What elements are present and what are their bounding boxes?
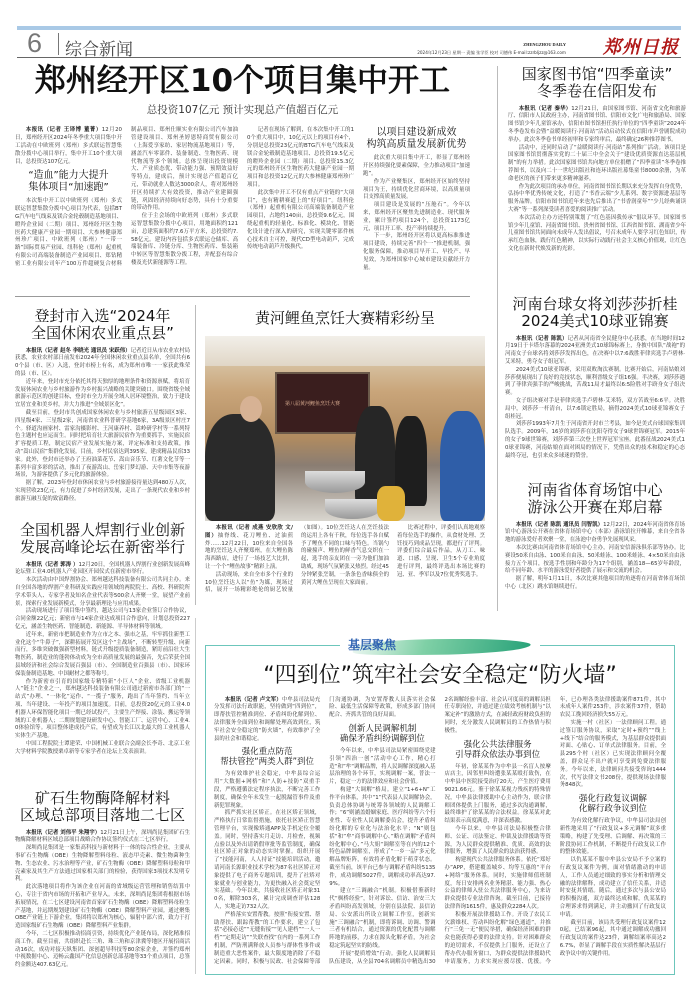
paragraph: 作为产业聚集区，郑州经开区始终坚持项目为王，持续优化营商环境，以高质量项目支撑高质量发展。 [363, 178, 470, 201]
paragraph: 活动中，还同时启动了“益暖阅读行·河南站”系列推广活动。该项目是国家图书馆贯彻落实党的二十届三中全会关于“建设优质资源直达基层机制”的有力举措。此次国家图书馆共向地方单位捐赠了“四季童读”冬季卷推荐图书，以及向二十一世纪出版社和连环出版社募集童书8000余册，为革命老区的孩子们带来更多精神滋养。 [508, 144, 686, 182]
paragraph: 作为此次项目的承办单位，河南省图书馆长期以来充分发挥自身优势，弘扬中华优秀传统文化，打造了“书香云端”少儿系列、数字资源进基层等服务品牌。信阳市图书馆近年来也先后推出了“书香润童年”“少儿经典诵读大赛”等一系列深受读者喜爱的阅读推广活动。 [508, 183, 686, 213]
byline: 本报讯（记者 陈凯） [515, 335, 568, 342]
paragraph: 中国工程院院士谭建荣、中国机械工业联合会副会长李奇、北京工业大学材料学院教授栗卓新等专家学者在论坛上发表演讲。 [15, 740, 190, 755]
lead-text: 中牟县司法局充分发挥司法行政职能，坚持做到“四到位”，即帮扶管控精准到位、矛盾纠纷化解到位、法律服务全面到位和调解处理高效到位，筑牢社会安全稳定的“防火墙”，有效维护了全县的社会和谐稳定。 [214, 696, 321, 742]
byline: 本报讯（记者 秦华） [518, 105, 572, 112]
headline: 黄河鲤鱼烹饪大赛精彩纷呈 [254, 309, 435, 327]
banner-label: 基层聚焦 [348, 638, 397, 652]
paragraph: 抽脊线、花刀鲤鱼、过油煎炸……12月22日，10位来自全国各地的烹饪达人齐聚郑州，在大鲤鱼陈海西路店，进行了一场技艺大比拼，让一个个“鲤鱼故事”精彩上演。 [205, 532, 293, 570]
byline: 本报讯（记者 陈凯 通讯员 闫智凯） [515, 521, 604, 528]
byline: 本报讯（记者 刘伟平 朱翔宇） [25, 829, 101, 836]
subheading: 强化公共法律服务 引导群众依法办事到位 [455, 739, 541, 760]
headline: 全国机器人焊割行业创新 发展高峰论坛在新密举行 [19, 521, 185, 556]
article-billiards [505, 296, 685, 460]
article-library [508, 66, 686, 254]
byline: 本报讯（记者 成燕 安欣欣 文/图） [205, 525, 293, 539]
paragraph: 开展“提质增效”行动。强化人民调解员队伍建设，从全县704名调解员中精选出302名调解经验丰富、社会认可度高的调解员担任专职岗位，并通过建立绩效考核机制与“以案定补”的激励方式，在减轻政府财政负担的同时，充分激发人民调解员的工作热情与积极性。 [329, 696, 551, 965]
paragraph: 项目建设是发展的“压舱石”。今年以来，郑州经开区聚焦先进制造业、现代服务业，累计签约项目124个，总投资1173亿元，项目开工率、投产率持续提升。 [363, 202, 470, 232]
article-carp [205, 310, 485, 327]
paragraph: 2024美式10球亚锦赛，采用双败淘汰赛制。比赛开始后，河南姑娘刘莎莎便展现出了良好的竞技状态，顺利晋级女子组16强。半决赛，刘莎莎遇到了菲律宾强手的严峻挑战，苦战11局才最终以6:5险胜对手跻身女子组决赛。 [505, 366, 685, 397]
paragraph: 为有效维护社会稳定，中牟县综合运用“大数据+网格”和“人防+技防”双重手段，严格遵循法定程序执法，不断完善工作制度，确保全年未发生一起脱漏管事件及重新犯罪现象。 [214, 771, 321, 809]
paragraph: 12月22日，2024年河南省体育场馆中心游泳公开赛在省体育场馆中心（本部）游泳馆拉开帷幕，来自全省各地的游泳爱好者欢聚一堂，在泳池中奋勇争先展现风采。 [505, 521, 685, 544]
focus-box [205, 645, 675, 975]
paragraph: 12月20日，全国机器人焊割行业创新发展高峰论坛暨工业4.0机器人产业园区开园仪式在新密市举行。 [15, 561, 190, 576]
cooking-contest-photo [205, 336, 485, 521]
paragraph: 今年以来，中牟县司法局紧密围绕党建引领“四治一创”活动中心工作，精心打造“和”牟“调解品牌，将人民调解深度融入基层治理的各个环节，实现调解一案，普法一片，稳定一方的法律效应和社会价值。 [329, 748, 436, 786]
issue-meta: 2024年12月23日 星期一 责编 张学臣 校对 司德伟 E-mail:zzrbljzz@163.com [417, 50, 566, 55]
main-body [15, 127, 470, 272]
article-mineral [15, 790, 190, 970]
headline: 登封市入选“2024年 全国休闲农业重点县” [31, 307, 174, 342]
paragraph: 女子组决赛对手是菲律宾选手卢碧林·艾米特，双方苦战至6:6平。决胜局中，刘莎莎一杆清台，以7:6锁定胜局，摘得2024美式10球亚锦赛女子组桂冠。 [505, 397, 685, 420]
main-headline: 郑州经开区10个项目集中开工 [34, 63, 451, 99]
paragraph: 作为新密市引育的国家级专精特新“小巨人”企业、省级工业机器人“链主”企业之一，郑州越达科技装备有限公司通过新密市各部门的“一站式”办理、“一体化”运作、“一揽子”服务，跑出了当年签约、当年立项、当年建设、一年投产的项目加速度。目前，总投资20亿元的工业4.0机器人环保智能化项目一期已经试投产，主要生产焊接、涂装、搬运等领域的工业机器人；二期规划建设研发中心、智能工厂、运营中心、工业4.0体验馆等。项目整体建成投产后，有望成为长江以北最大的工业机器人实体生产基地。 [15, 678, 190, 740]
paragraph: 截至目前，登封市共创成国家休闲农业与乡村旅游五星级园区3家、四星级4家、三星级2家，河南省农业科普研学基地6家，3A级景区村庄7个。驿道沟画家村、雷家沟摄影村、王河康养村、嵩岭研学村等一系列特色主题村也应运而生。同时把培育壮大旅游民宿作为重要抓手，实施民宿扩容提质工程，制定民宿产业发展实施方案，评定标准和支持政策，推动“嵩山民宿”集群化发展。目前，乡村民宿达到395家，建成精品民宿33家。此外，登封市还举办了王府油菜花节、嵩山音乐节、红薯文化节等一系列丰富多彩的活动，推出了夜游嵩山、岳家门梦幻游、天中市集等夜游场景，为游客提供了多元化的旅游体验。 [15, 409, 190, 479]
paragraph: 近年来，登封市充分依托其得天独厚的地理条件和资源禀赋，将培育发展休闲农业与乡村旅游作为乡村振兴战略的关键突破口。围绕省级全域旅游示范区的创建目标，登封市全力开展全域人居环境整治，致力于建设宜居宜业和美乡村，并大力推进“全域景区化”。 [15, 378, 190, 409]
paragraph: 深圳尚昆集团是一家集高科技与新材料于一体的综合性企业，主要从事矿石生物酶（OBE）生物降解塑料母粒、液态甲壳素、微生物菌种生物、生态农业、污水治理等产业，矿石生物酶（OBE）降解塑料母粒和甲壳素家及其生产方法通过国家相关部门的检验，获得国家3项技术发明专利。 [15, 845, 190, 883]
paragraph: 构建“大调解”格局。建立“1+6+N”工作平台体系，其中“1”代表县人民调解协会，负责总体协调与统筹各领域的人民调解工作；“6”则涵盖婚姻家庭、医疗纠纷等六个行业性、专业性人民调解委员会，提升矛盾纠纷化解的专业化与法治化水平；“N”则包括“和”牟“商事调解中心、”略在调解“矛盾纠纷化解中心、”马大姐“调解室等在内的12个特色品牌调解室，形成了“一乡一品”多元化解品牌矩阵，有效将矛盾化解于萌芽状态。截至当前，该平台已参与调解矛盾纠纷5135件，成功调解5027件，调解成功率高达97.9%。 [329, 787, 436, 887]
column-banner [340, 633, 540, 659]
main-subtitle: 总投资107亿元 预计实现总产值超百亿元 [146, 103, 339, 116]
paragraph: 为有效化解行政争议，中牟县司法局创新性地采用了“行政复议+多元调解”双多重策略，构建了先受理、后调解、再决策的三阶段协同工作机制，不断提升行政复议工作的整体效能。 [559, 818, 666, 856]
paragraph: 积极开展法律援助工作。开设了农民工欠薪维权、劳动纠纷化解“绿色通道”，并推行“三免一无”便民举措，确保经济困难的群众也能获得必要的法律支持。针对困难群众的迫切需求，不仅提供上门服务，还设立了帮办代办服务窗口，为群众提供法律援助代申请服务，力求实现应援尽援、优援。今年，已办理各类法律援助案件871件，其中未成年人案件253件，涉农案件37件，帮助农民工挽回经济损失55万元。 [444, 696, 666, 965]
subheading: 以项目建设新成效 构筑高质量发展新优势 [366, 127, 467, 151]
paragraph: 抓严抓实社区矫正。在社区矫正领域，严格执行日常监督措施，依托社区矫正智慧管理平台，实现像矫通APP及手机定位全覆盖。同时，坚持落实月走访、月检查，视频点验以及外出请销假审批等监管制度，确保社区矫正对象的动态实时掌握。组织开展了“技能河南，人人持证”技能培训活动，邀请河南长源职业技术学校为87名社区矫正对象提供了电子商务专题培训，提升了社矫对象就业与创业能力，为更快融入社会奠定坚实基础。今年以来，共接收社区矫正对象310名，解除303名，累计完成调查评估128人，实地走访732人次。 [214, 810, 321, 910]
page-header [17, 30, 681, 58]
byline: 本报讯（记者 王译博 董菁） [25, 127, 102, 134]
main-article [15, 64, 470, 272]
paragraph: 严格落实安置帮教。按照“衔接安置、帮助帮扶、跟踪帮教”的工作要求，建立了包括“必接必送”“无缝衔接”“见人建档”“一人一档”“定期走访”“失联查找”在内的一系列工作机制，严防刑满释放人员参与群体性事件或制造重大恶性案件，最大限度地消除了不稳定因素。同时，积极与民政、社会保障等部门沟通协调，为安置帮教人员落实社会保险、最低生活保障等政策，形成多部门协同配合、齐抓共管的良好局面。 [214, 696, 436, 965]
byline: 本报讯（记者 卢文军） [224, 696, 282, 703]
paragraph: 此次落地项目将作为该企业在河南的省域级运营管理和销售结算中心，专注于省内市场的开拓和产业导入。未来，深圳尚昆集团将根据市场拓展情况，在二七区建设河南省首家矿石生物酶（OBE）降解塑料母粒生产基地，并远期规划建设矿石生物酶（OBE）降解塑料产业园。通过聚集OBE产业链上下游企业，集团将以郑州为核心，辐射中部六省，致力于打造国家级矿石生物酶（OBE）降解塑料产业集群。 [15, 884, 190, 930]
subheading: 强化重点防范 帮扶管控“两类人群”到位 [220, 747, 315, 768]
paragraph: 活动现场进行了项目集中签约，越达公司与13家企业签订合作协议，合同金额22亿元；新密市与14家企业达成项目合作意向，计划总投资227亿元，涵盖生物医药、智能制造、新能源、半导体材料等领域。 [15, 608, 190, 630]
paragraph: 据了解，明年1月11日，本次比赛其他项目的角逐将在河南省体育场馆中心（北区）跳水馆继续进行。 [505, 576, 685, 590]
paragraph: 近年来，新密市把制造业作为立市之本、强市之基，牢牢抓住新型工业化这个“牛鼻子”，深耕拓展开发区这个“主战场”，不断转型升级、向新而行，多维突破做强新型材料，链式升级提质装备制造，紧盯前沿壮大生物医药，制造业的蓬勃体动成为全市高质量发展的最强音，先后荣获全国县域经济和社会综合发展百强县（市）、全国制造业百强县（市）、国家环保装备制造基地、中国耐材之都等称号。 [15, 631, 190, 677]
headline: 矿石生物酶降解材料 区域总部项目落地二七区 [19, 789, 185, 824]
paragraph: 此次重大项目集中开工，彰显了郑州经开区持续强化要素保障，全力推动项目“加速跑”。 [363, 155, 470, 178]
article-dengfeng [15, 308, 190, 504]
paragraph: 记者近日从市农业农村局获悉，农业农村部日前发布2024年全国休闲农业重点县名单，全国共有60个县（市、区）入选，登封市榜上有名，成为郑州市唯一一家获此殊荣的县（市、区）。 [15, 347, 190, 377]
paragraph: 12月21日上午，深圳尚昆集团矿石生物酶降解材料区域总部项目战略合作协议签约仪式在二七区举行。 [15, 829, 190, 844]
subheading: “造血”能力大提升 集体项目“加速跑” [28, 170, 109, 194]
paper-name-en: ZHENGZHOU DAILY [523, 42, 566, 47]
paragraph: 记者在现场了解到，在本次集中开工的10个重大项目中，10亿元以上的项目有4个，分别是总投资23亿元的BTG汽车电气线束及镁合金轮毂制造基地项目、总投资19.5亿元的瞪羚企业园（二期）项目、总投资15.3亿元的郑州经开区生物医药大健康产业园一期项目和总投资12亿元的大参林健康郑州珍广项目。 [247, 127, 354, 189]
headline: 国家图书馆“四季童读” 冬季卷在信阳发布 [521, 65, 673, 100]
paragraph: 下一步，郑州经开区将以更高标准推进项目建设，持续完善“四个一”推进机制，强化服务保障，推动项目早开工、早投产、早见效，为郑州国家中心城市建设贡献经开力量。 [363, 233, 470, 271]
subheading: 强化行政复议调解 化解行政争议到位 [578, 794, 647, 815]
paragraph: 本次活动主办方还特别策划了“红色基因我传承”倡议环节。国家图书馆少年儿童馆、河南省图书馆、贵州省图书馆、江西省图书馆、湖南省少年儿童图书馆共同面向未成年人发出倡议，号召未成年人要学习红色知识，传承红色血脉，践行红色精神，以实际行动践行社会主义核心价值观，让红色文化在新时代焕发新的光彩。 [508, 214, 686, 252]
paragraph: 12月21日，由国家图书馆、河南省文化和旅游厅、信阳市人民政府主办，河南省图书馆、信阳市文化广电和旅游局、国家图书馆少年儿童馆承办，信阳市图书馆担任执行单位的“四季童读”2024年冬季卷发布会暨“益暖阅读行·河南站”活动启动仪式在信阳市声誉剧院成功举办。此次冬季卷书单经初审和专家终审后，最终确定26种推荐图书。 [508, 105, 686, 143]
divider [15, 296, 470, 297]
subheading: 创新人民调解机制 确保矛盾纠纷调解到位 [339, 724, 425, 745]
divider [497, 66, 498, 611]
paragraph: 刘莎莎1993年7月生于河南省开封市兰考县，如今是美式台球国家集训队选手。2009年，16岁的刘莎莎在沈阳夺得女子9球世锦赛冠军。2015年的女子9球世锦赛，刘莎莎第三次登上世界冠军宝座。此番征战2024美式10球亚锦赛，河南姑娘在面对困局的情况下，凭借出众的技术和稳定的心态最终夺冠，也引来众多球迷的赞誉。 [505, 421, 685, 459]
byline: 本报讯（记者 赵冬 李晓光 通讯员 宋跃伟） [25, 347, 131, 354]
article-swim [505, 482, 685, 592]
paragraph: 构建现代公共法律服务体系。依托“郑好办”APP，搭建覆盖城乡、均等互惠的“平台+网络”服务体系。同时，实施律师值班制度，每日安排两名业务精湛、能力强、热心公益的律师入驻公共法律服务中心，为来访群众提供专业法律咨询。截至目前，已接待法律咨询1615件，惠及群众2284人次。 [444, 857, 551, 910]
carp-body [205, 525, 485, 595]
paragraph: 今年以来，中牟县司法局积极整合律师、公证、司法鉴定、仲裁及法律援助等资源，为人民群众提供精准、优质、高效的法律服务，增强了人民群众的法治获得感。 [444, 825, 551, 856]
article-robot [15, 522, 190, 757]
paragraph: 建立“三调融合”机制。积极借鉴新时代“枫桥经验”，针对诉讼、信访、治安三大矛盾纠纷高发领域，分别在县法院、县信访局、公安派出所设立调解工作室，创新实施“三调融合”机制，即将诉调、访调、警调三者有机结合，通过资源的优化配置与调解阵地的前移，力求在源头化解矛盾，为社会稳定筑起坚实的防线。 [329, 888, 436, 949]
paragraph: 本次活动由中国焊割协会、郑州越达科技装备有限公司共同主办。来自全国各地的焊割产业科研及实践应用领域的两院院士、高校、科研院所学术带头人、专家学者及知名企业代表等500余人齐聚一堂，展望产业前景，探索行业发展新模式，分享最新理论与应用成果。 [15, 577, 190, 607]
paragraph: 截至目前，该局共受理行政复议案件120起，已结案96起，其中通过调解成功撤回行政复议的案件达23件，调解结案率高达26.7%，彰显了调解手段在实质性解决基层行政争议中的关键作用。 [559, 919, 666, 957]
byline: 本报讯（记者 郭涛 ） [25, 561, 79, 568]
header-divider [58, 33, 59, 55]
paragraph: 本次比赛由河南省体育场馆中心主办，河南安信游泳俱乐部等协办。比赛设50米自由泳、100米自由泳、50米蛙泳、100米蛙泳、4×50米自由泳接力五个项目，按选手性别和年龄分为17个组别，涵盖18—65岁年龄段，给不同年龄、水平的游泳爱好者提供了展示和交流的机会。 [505, 544, 685, 575]
paragraph: 今年，二七区积极推动招商引资，持续优化产业链布局，深化精准招商工作。截至目前，共组织赴长三角、珠三角和京津冀等地区开展招商活动16次，成功对接天纵集团、深创超导科技等80余家企业，并签约郑州中视数据中心、迈畅云鑫国产化信息创新总部基地等33个重点项目，总签约金额达407.63亿元。 [15, 930, 190, 969]
paragraph: 以仇某某不服中牟县公安局不予立案的行政复议案件为例，面对情绪激动的申请人，工作人员通过细致的事实分析和情理交融的法律解释，成功建立了信任关系，并适时安抚其情绪。随后，通过多次与县公安局的积极沟通，双方最终达成和解，仇某某的合理诉求得到满足，并主动撤回了行政复议申请。 [559, 857, 666, 918]
divider [195, 305, 196, 605]
focus-body [214, 697, 666, 967]
page-number: 6 [27, 28, 43, 58]
headline: 河南台球女将刘莎莎折桂 2024美式10球亚锦赛 [512, 295, 678, 330]
paragraph: 实施一村（社区）一法律顾问工程。通过签订服务协议，采取“定时+预约”“线上+线下”结合的服务模式，为基层群众提供面对面、心贴心、订单式法律服务。目前，全县295个村（社区）已实现法律顾问全覆盖，群众足不出户就可享受到免费法律服务。今年以来，法律顾问共接受咨询1444次，代写法律文书208份，提供现场法律服务848次。 [559, 720, 666, 789]
headline: “四到位”筑牢社会安全稳定“防火墙” [263, 663, 617, 688]
paragraph: 记者从河南省全民健身中心获悉，在当地时间12月19日于卡塔尔落幕的2024亚洲美式10球锦标赛上，身披中国队“战袍”的河南女子台球名将刘莎莎发挥出色，在决赛中以7:6战胜菲律宾选手卢碧林·艾米特，勇夺女子组冠军。 [505, 335, 685, 365]
screen-caption: 第八届黄河鲤鱼烹饪大赛 [285, 401, 341, 407]
newspaper-logo: 郑州日报 [603, 37, 679, 58]
paragraph: 比赛过程中，评委们认真地观察着每位选手的操作，从食材处理、烹饪技巧到成品呈现，都进行了评判。评委们综合最后作品，从刀工、味道、口感、呈现、卫生5个专业角度进行评判，最终评选出本场比赛的冠、亚、季军以及7位优秀奖选手。 [397, 525, 485, 578]
headline: 河南省体育场馆中心 游泳公开赛在郑启幕 [527, 481, 663, 516]
paragraph: 本次集中开工以中欧班列（郑州）多式联运智慧集散分拨中心项目为代表，包括BTG汽车电气线束及镁合金轮毂制造基地项目、瞪羚企业园（二期）项目、郑州经开区生物医药大健康产业园一期项目、大参林健康郑州珍广项目、中欧班列（郑州）“一带一路”国际贸易产业园、纽科伦（郑州）起重机有限公司高端装备制造产业园项目、郑钻精密工业有限公司年产100万件超硬复合材料制品项目、郑州仕顺实业有限公司汽车加油管建设项目、郑州圣婷恩特商贸有限公司（上海爱享家纺、家居物流基地项目）等，涵盖汽车零部件、装备制造、生物医药、现代物流等多个领域。总体呈现出投资规模大、产业质态优、带动能力强、预期效益好等特点，建成后，预计实现总产值超百亿元，带动就业人数达3000余人，将对郑州经开区持续扩大有效投资，推动产业建圈强链，巩固经济持续向好态势，具有十分重要的带动作用。 [15, 127, 238, 267]
paragraph: 位于主会场的中欧班列（郑州）多式联运智慧集散分拨中心项目，用地面积约121亩，总建筑面积约7.6万平方米，总投资约7.58亿元。建设内容包括多式联运仓储库、高端装备库、冷链分库、生物医药库、集装箱中转区等智慧集散分拨工程，并配套有综合楼及光伏新能源等工程。 [131, 213, 238, 267]
divider [195, 618, 196, 974]
paragraph: 年初，徐某某作为中牟县一名盲人按摩店店主，因邻里纠纷遭张某某殴打致伤，在中牟县中医院接受治疗20天，产生医疗费用9021.66元。鉴于徐某某视力残疾的特殊情况，中牟县法律援助中心主动作为，联合律师团体提供上门服务，通过多次沟通调解，最终维护了徐某某的合法权益。徐某某对此结果表示高度满意，并深表感激。 [444, 763, 551, 825]
paragraph: 据了解，2023年登封市休闲农业与乡村旅游接待量达到480万人次，实现营收23亿元，有力促进了乡村经济发展，走出了一条现代农业和乡村旅游互融互促的致富路径。 [15, 480, 190, 502]
event-screen [275, 372, 370, 434]
paragraph: 12月20日，郑州经开区2024年冬季重大项目集中开工活动在中欧班列（郑州）多式联运智慧集散分拨中心项目举行，集中开工10个重大项目，总投资达107亿元。 [15, 127, 122, 165]
paragraph: 此次集中开工不仅有重点产业链的“大项目”，也有精耕赛道上的“好项目”。纽科伦（郑州）起重机有限公司高端装备制造产业园项目，占地约140亩，总投资9.6亿元，围绕起重机的轻量化、标准化、模块化、智能化设计进行深入的研究，实现关键零部件核心技术自主可控，现代CD型电动葫芦，完成传统电动葫芦升级换代。 [247, 189, 354, 251]
section-name: 综合新闻 [65, 40, 133, 60]
paragraph: 活动现场，来自全市多个行业的10位烹饪达人以“鱼”为媒，现场过招，展开一场精彩绝伦的厨艺较量（如图）。10位烹饪达人在烹饪技法的运用上各有千秋，每位选手各自赋予了鲤鱼不同的口味与特色。当锅勺的碰撞声、鲤鱼的鲜香气息交织在一起，选手的亲友团在一旁为他们加油助威，现场气氛紧张又热烈。经过45分钟紧张烹制，一条条色香味俱全的黄河大鲤鱼呈现在大家面前。 [205, 525, 389, 594]
